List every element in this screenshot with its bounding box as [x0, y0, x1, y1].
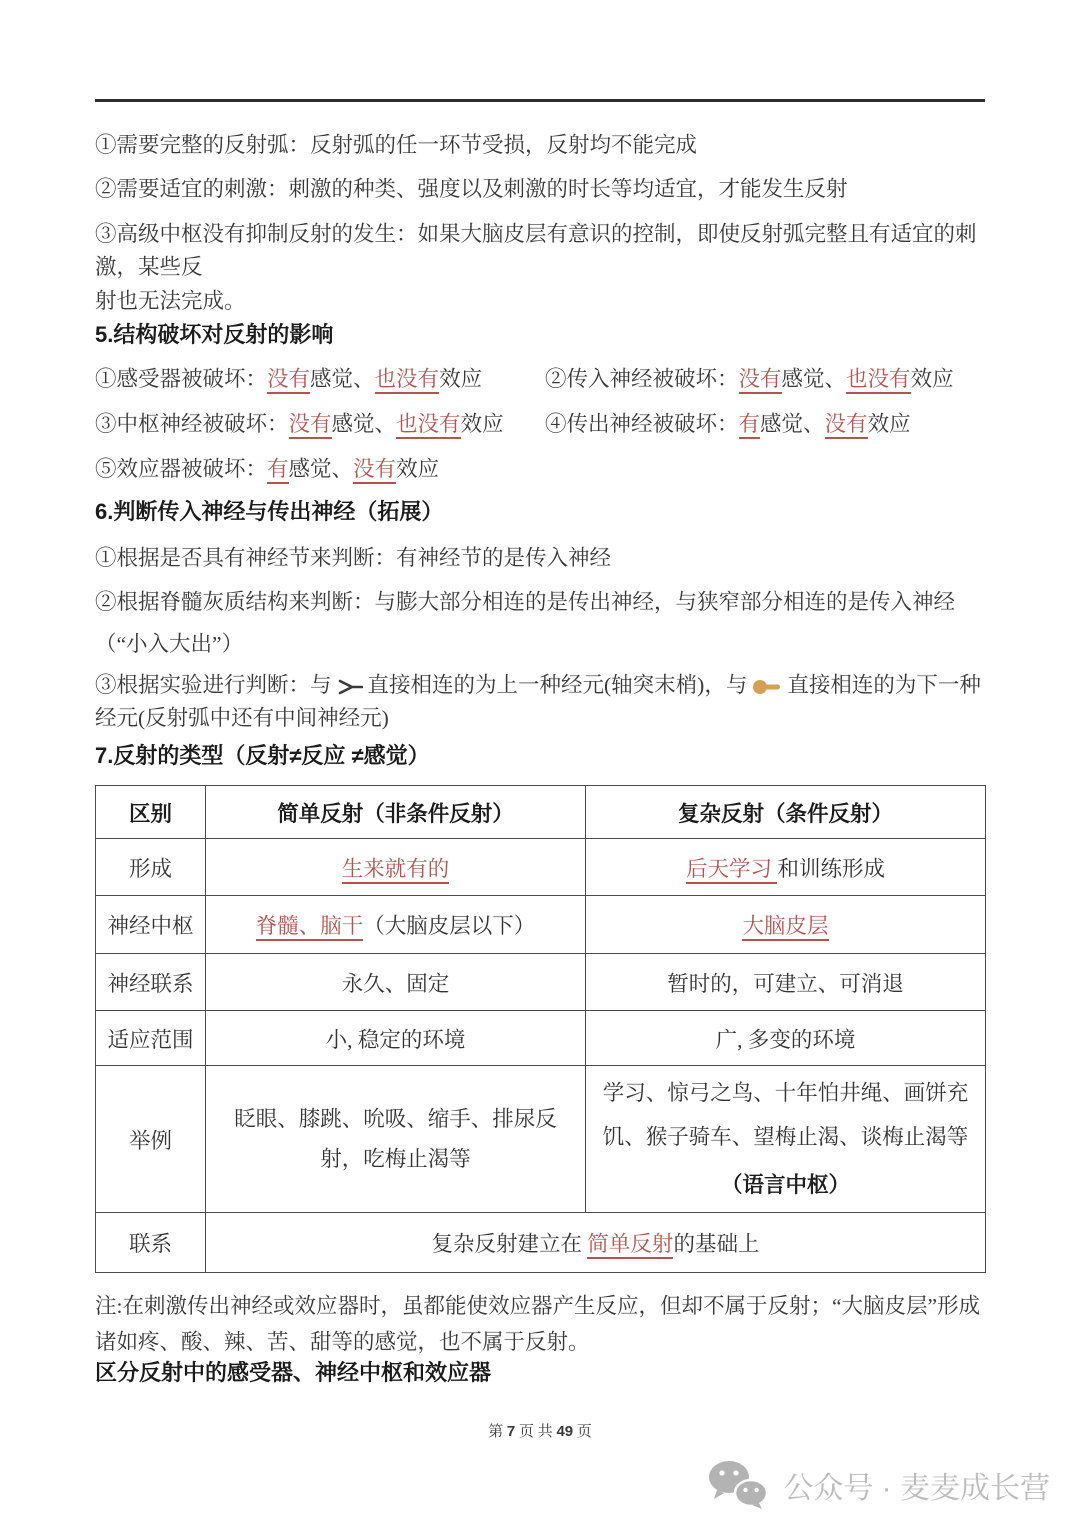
text-segment: 页	[573, 1424, 592, 1440]
text-segment: 暂时的，可建立、可消退	[667, 971, 904, 996]
highlighted-answer: 脊髓、脑干	[256, 914, 364, 941]
highlighted-answer: 后天学习	[686, 857, 777, 884]
text-segment: 感觉、	[760, 412, 825, 436]
neuron-body-icon	[752, 679, 782, 695]
table-note: 注:在刺激传出神经或效应器时，虽都能使效应器产生反应，但却不属于反射；“大脑皮层”形成诸如疼、酸、辣、苦、甜等的感觉，也不属于反射。	[95, 1294, 981, 1354]
text-segment: 页 共	[515, 1424, 557, 1440]
cell-nerve-center-complex	[586, 896, 986, 954]
text-segment: 小, 稳定的环境	[325, 1027, 466, 1052]
axon-terminal-icon	[337, 678, 363, 696]
highlighted-answer: 有	[267, 457, 289, 484]
highlighted-answer: 没有	[267, 367, 310, 394]
highlighted-answer: 也没有	[396, 412, 461, 439]
watermark	[707, 1460, 1050, 1510]
cell-examples-simple	[206, 1066, 586, 1213]
text-segment: 感觉、	[781, 367, 847, 391]
cell-formation-simple	[206, 839, 586, 896]
table-header-difference: 区别	[96, 786, 206, 839]
watermark-label: 公众号 · 麦麦成长营	[783, 1472, 1050, 1505]
highlighted-answer: 简单反射	[587, 1232, 673, 1259]
text-segment: （大脑皮层以下）	[363, 914, 536, 938]
cell-adapt-range-simple	[206, 1011, 586, 1066]
distinguish-heading: 区分反射中的感受器、神经中枢和效应器	[95, 1360, 492, 1385]
text-segment: ①感受器被破坏：	[95, 367, 268, 391]
text-segment: 效应	[396, 457, 440, 481]
point-complete-reflex-arc: ①需要完整的反射弧：反射弧的任一环节受损，反射均不能完成	[95, 133, 698, 157]
highlighted-answer: 没有	[739, 367, 782, 394]
text-segment: 第	[488, 1424, 507, 1440]
judge-by-experiment	[95, 669, 985, 735]
row-label-nerve-link: 神经联系	[96, 954, 206, 1011]
judge-by-experiment-text-b: 直接相连的为上一种经元(轴突末梢)，与	[367, 673, 748, 697]
wechat-icon	[707, 1460, 769, 1510]
highlighted-answer: 没有	[825, 412, 868, 439]
judge-by-ganglion: ①根据是否具有神经节来判断：有神经节的是传入神经	[95, 546, 612, 570]
highlighted-answer: 也没有	[375, 367, 440, 394]
section-6-heading: 6.判断传入神经与传出神经（拓展）	[95, 499, 444, 524]
highlighted-answer: 生来就有的	[342, 857, 450, 884]
cell-adapt-range-complex	[586, 1011, 986, 1066]
damage-effect-item-4	[545, 409, 975, 440]
text-segment: ⑤效应器被破坏：	[95, 457, 268, 481]
row-label-link: 联系	[96, 1213, 206, 1273]
highlighted-answer: 有	[739, 412, 761, 439]
cell-formation-complex	[586, 839, 986, 896]
text-segment: ④传出神经被破坏：	[545, 412, 739, 436]
text-segment: 复杂反射建立在	[431, 1232, 588, 1256]
damage-effect-item-3	[95, 409, 525, 440]
highlighted-answer: 也没有	[846, 367, 911, 394]
text-segment: ②传入神经被破坏：	[545, 367, 739, 391]
text-segment: （语言中枢）	[720, 1173, 850, 1197]
text-segment: 永久、固定	[341, 971, 450, 996]
page-number	[0, 1420, 1080, 1441]
judge-by-experiment-text-c: 直接相连的为下一种经元(反射弧中还有中间神经元)	[95, 673, 981, 730]
cell-nerve-center-simple	[206, 896, 586, 954]
text-segment: 感觉、	[331, 412, 397, 436]
text-segment: 49	[556, 1423, 574, 1440]
header-rule	[95, 99, 985, 102]
section-7-heading: 7.反射的类型（反射≠反应 ≠感觉）	[95, 743, 430, 768]
text-segment: 效应	[460, 412, 504, 436]
point-no-inhibition-cont: 射也无法完成。	[95, 289, 246, 313]
cell-nerve-link-complex	[586, 954, 986, 1011]
highlighted-answer: 没有	[289, 412, 332, 439]
text-segment: 7	[506, 1423, 516, 1440]
judge-by-gray-matter: ②根据脊髓灰质结构来判断：与膨大部分相连的是传出神经，与狭窄部分相连的是传入神经	[95, 590, 956, 614]
reflex-type-table	[95, 785, 986, 1273]
judge-mnemonic: （“小入大出”）	[95, 632, 244, 656]
text-segment: 效应	[867, 412, 911, 436]
table-header-simple-reflex: 简单反射（非条件反射）	[206, 786, 586, 839]
point-no-inhibition: ③高级中枢没有抑制反射的发生：如果大脑皮层有意识的控制，即使反射弧完整且有适宜的刺激，某些反	[95, 222, 977, 279]
damage-effect-item-1	[95, 364, 525, 395]
cell-examples-complex	[586, 1066, 986, 1213]
text-segment: 学习、惊弓之鸟、十年怕井绳、画饼充饥、猴子骑车、望梅止渴、谈梅止渴等	[602, 1081, 969, 1149]
text-segment: 感觉、	[288, 457, 354, 481]
text-segment: ③中枢神经被破坏：	[95, 412, 289, 436]
cell-nerve-link-simple	[206, 954, 586, 1011]
table-header-complex-reflex: 复杂反射（条件反射）	[586, 786, 986, 839]
text-segment: 效应	[910, 367, 954, 391]
text-segment: 效应	[439, 367, 483, 391]
text-segment: 和训练形成	[777, 856, 885, 881]
text-segment: 眨眼、膝跳、吮吸、缩手、排尿反射，吃梅止渴等	[234, 1107, 557, 1171]
highlighted-answer: 大脑皮层	[742, 914, 828, 941]
text-segment: 的基础上	[673, 1232, 760, 1256]
judge-by-experiment-text-a: ③根据实验进行判断：与	[95, 673, 332, 697]
text-segment: 感觉、	[310, 367, 375, 391]
row-label-nerve-center: 神经中枢	[96, 896, 206, 954]
cell-link-content	[206, 1213, 986, 1273]
highlighted-answer: 没有	[353, 457, 396, 484]
row-label-examples: 举例	[96, 1066, 206, 1213]
section-5-heading: 5.结构破坏对反射的影响	[95, 322, 334, 347]
row-label-formation: 形成	[96, 839, 206, 896]
text-segment: 广, 多变的环境	[715, 1027, 856, 1052]
point-appropriate-stimulus: ②需要适宜的刺激：刺激的种类、强度以及刺激的时长等均适宜，才能发生反射	[95, 177, 848, 201]
damage-effect-item-5	[95, 454, 525, 485]
row-label-adapt-range: 适应范围	[96, 1011, 206, 1066]
damage-effect-item-2	[545, 364, 975, 395]
